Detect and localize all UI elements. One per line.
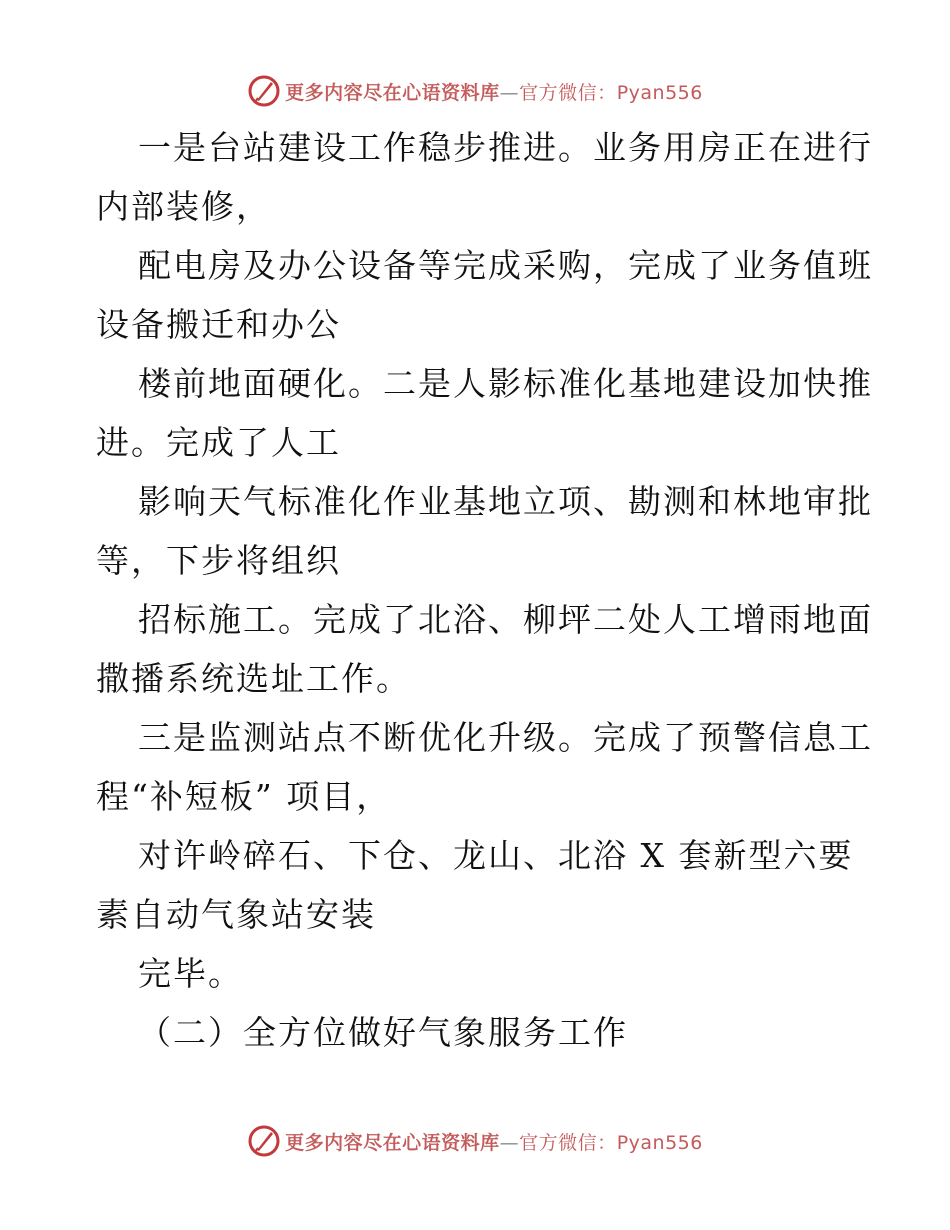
watermark-id: Pyan556 [616,81,703,104]
text-line: （二）全方位做好气象服务工作 [138,1013,628,1052]
watermark-label: 官方微信： [519,81,617,104]
text-line: 素自动气象站安装 [96,895,376,934]
text-line: 楼前地面硬化。二是人影标准化基地建设加快推 [138,364,873,403]
feather-pen-logo-icon [247,1124,281,1158]
watermark-brand: 更多内容尽在心语资料库 [285,1131,500,1154]
feather-pen-logo-icon [247,74,281,108]
text-line: 内部装修， [96,187,271,226]
watermark-separator: — [499,81,520,104]
watermark-brand: 更多内容尽在心语资料库 [285,81,500,104]
text-line: 三是监测站点不断优化升级。完成了预警信息工 [138,718,873,757]
text-line: 配电房及办公设备等完成采购，完成了业务值班 [138,246,873,285]
watermark-text [285,1128,703,1155]
text-line: 进。完成了人工 [96,423,341,462]
text-line: 影响天气标准化作业基地立项、勘测和林地审批 [138,482,873,521]
text-line: 一是台站建设工作稳步推进。业务用房正在进行 [138,128,873,167]
header-watermark [0,71,950,111]
watermark-id: Pyan556 [616,1131,703,1154]
text-line: 招标施工。完成了北浴、柳坪二处人工增雨地面 [138,600,873,639]
document-body [96,118,873,1062]
text-line: 等，下步将组织 [96,541,341,580]
text-line: 对许岭碎石、下仓、龙山、北浴 X 套新型六要 [138,836,854,875]
text-line: 设备搬迁和办公 [96,305,341,344]
watermark-separator: — [499,1131,520,1154]
watermark-label: 官方微信： [519,1131,617,1154]
text-line: 撒播系统选址工作。 [96,659,411,698]
watermark-text [285,78,703,105]
text-line: 完毕。 [138,954,243,993]
footer-watermark [0,1121,950,1161]
text-line: 程“补短板” 项目， [96,777,392,816]
